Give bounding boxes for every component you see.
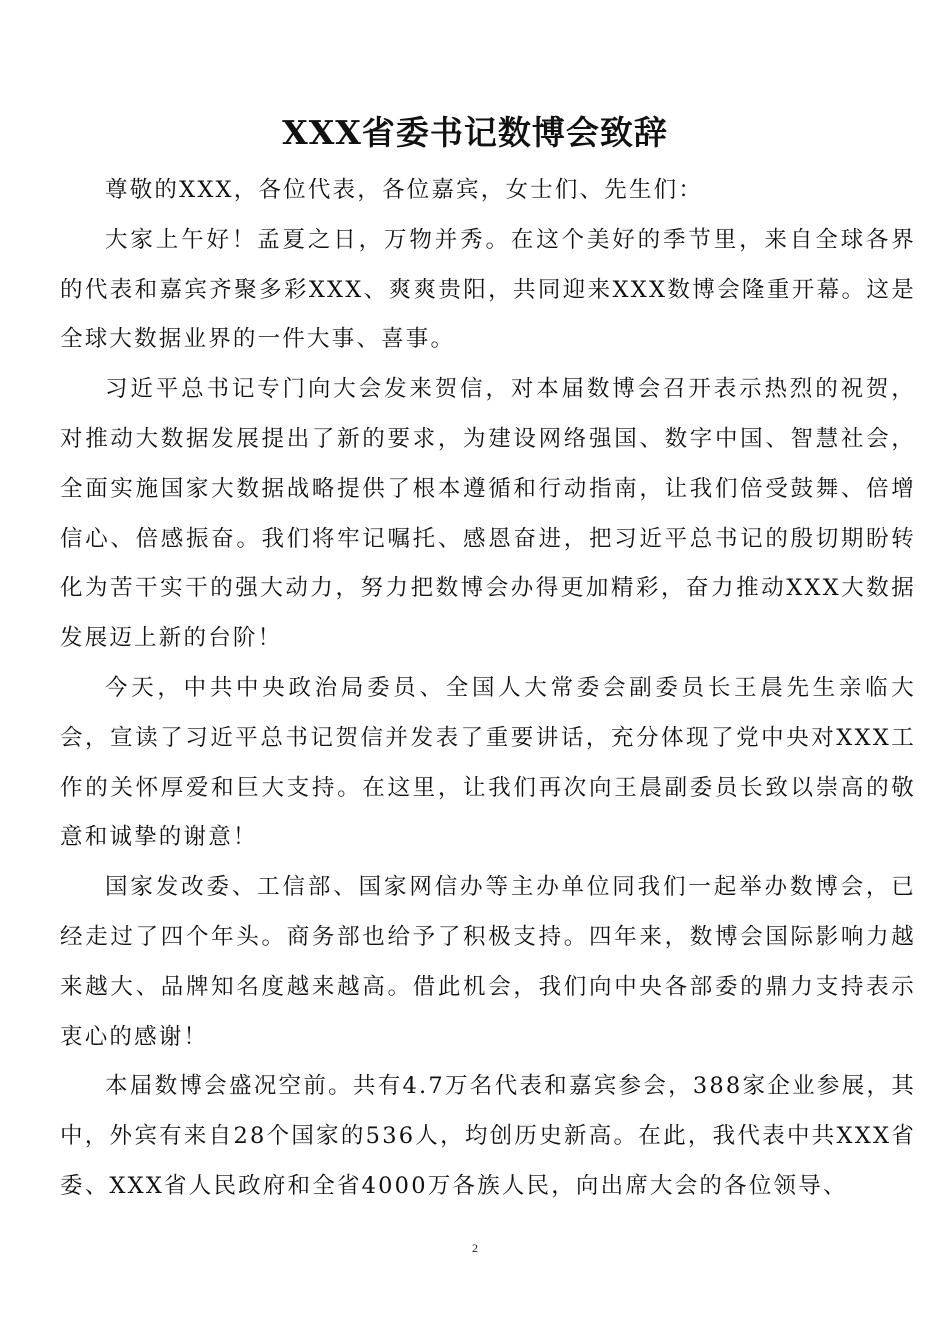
paragraph-3: 今天，中共中央政治局委员、全国人大常委会副委员长王晨先生亲临大会，宣读了习近平总书记贺信并发表了重要讲话，充分体现了党中央对XXX工作的关怀厚爱和巨大支持。在这里，让我们再次向王晨副委员长致以崇高的敬意和诚挚的谢意！ [60, 674, 916, 851]
greeting-line: 尊敬的XXX，各位代表，各位嘉宾，女士们、先生们： [105, 177, 704, 203]
paragraph-1: 大家上午好！孟夏之日，万物并秀。在这个美好的季节里，来自全球各界的代表和嘉宾齐聚多彩XXX、爽爽贵阳，共同迎来XXX数博会隆重开幕。这是全球大数据业界的一件大事、喜事。 [60, 226, 916, 353]
document-body [60, 166, 916, 1212]
paragraph-4: 国家发改委、工信部、国家网信办等主办单位同我们一起举办数博会，已经走过了四个年头。商务部也给予了积极支持。四年来，数博会国际影响力越来越大、品牌知名度越来越高。借此机会，我们向中央各部委的鼎力支持表示衷心的感谢！ [60, 874, 916, 1050]
paragraph-5: 本届数博会盛况空前。共有4.7万名代表和嘉宾参会，388家企业参展，其中，外宾有来自28个国家的536人，均创历史新高。在此，我代表中共XXX省委、XXX省人民政府和全省4000万各族人民，向出席大会的各位领导、 [60, 1073, 916, 1199]
page-number: 2 [472, 1241, 478, 1255]
document-title: XXX省委书记数博会致辞 [282, 113, 668, 152]
paragraph-2: 习近平总书记专门向大会发来贺信，对本届数博会召开表示热烈的祝贺，对推动大数据发展提出了新的要求，为建设网络强国、数字中国、智慧社会，全面实施国家大数据战略提供了根本遵循和行动指南，让我们倍受鼓舞、倍增信心、倍感振奋。我们将牢记嘱托、感恩奋进，把习近平总书记的殷切期盼转化为苦干实干的强大动力，努力把数博会办得更加精彩，奋力推动XXX大数据发展迈上新的台阶！ [60, 376, 916, 652]
